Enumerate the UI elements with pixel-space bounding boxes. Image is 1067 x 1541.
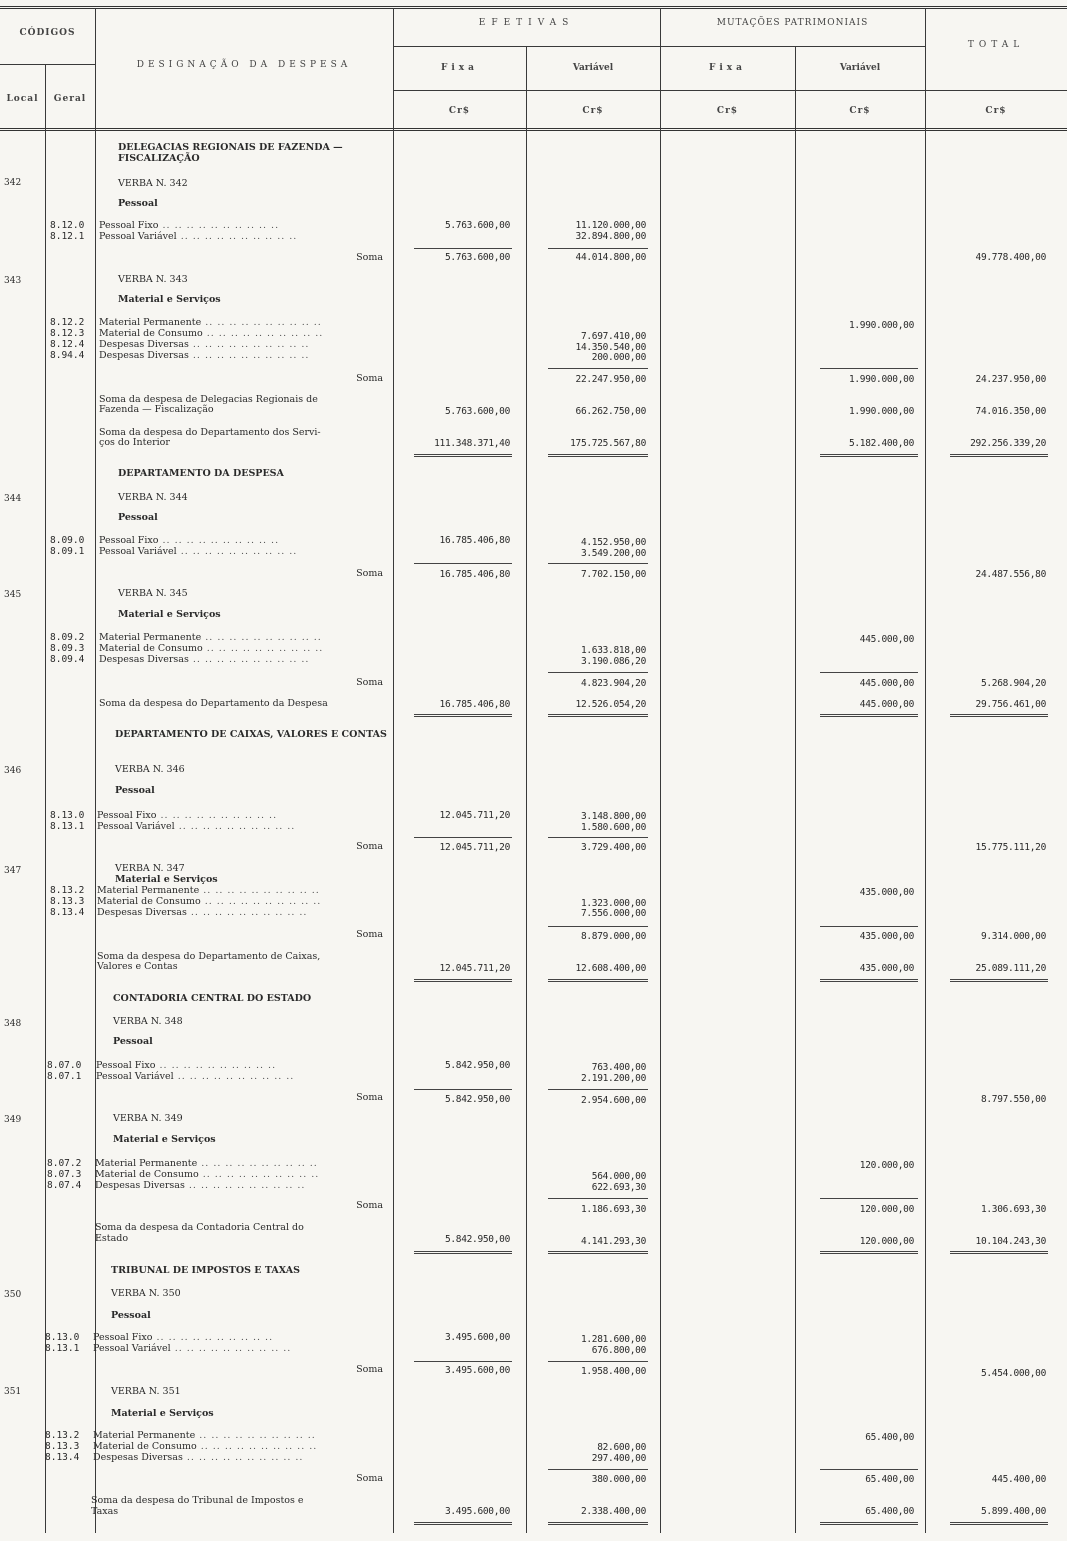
item-code: 8.13.4 (50, 907, 85, 918)
item-name: Material Permanente .. .. .. .. .. .. .. .. .. .. (99, 632, 322, 643)
item-code: 8.09.3 (50, 643, 85, 654)
group-label: Pessoal (113, 1036, 153, 1047)
soma-total: 8.797.550,00 (980, 1094, 1046, 1105)
header-efetivas: EFETIVAS (478, 18, 575, 28)
group-label: Material e Serviços (118, 609, 221, 620)
soma-label: Soma (356, 373, 383, 384)
value-fixa: 16.785.406,80 (439, 535, 510, 546)
soma-mut-variavel: 65.400,00 (865, 1474, 914, 1485)
item-name: Pessoal Fixo .. .. .. .. .. .. .. .. .. .. (93, 1332, 274, 1343)
dot-leader: .. .. .. .. .. .. .. .. .. .. (201, 632, 322, 643)
total-rule (548, 979, 648, 982)
soma-label: Soma (356, 1473, 383, 1484)
sum-rule (548, 368, 648, 369)
item-code: 8.07.3 (47, 1169, 82, 1180)
dot-leader: .. .. .. .. .. .. .. .. .. .. (174, 821, 296, 832)
item-code: 8.13.4 (45, 1452, 80, 1463)
item-name: Pessoal Fixo .. .. .. .. .. .. .. .. .. .. (99, 220, 280, 231)
soma-total: 445.400,00 (991, 1474, 1046, 1485)
item-name: Pessoal Variável .. .. .. .. .. .. .. .. .. .. (97, 821, 296, 832)
header-local: Local (6, 94, 39, 104)
subtotal-fixa: 12.045.711,20 (439, 963, 510, 974)
total-rule (820, 714, 918, 717)
dot-leader: .. .. .. .. .. .. .. .. .. .. (170, 1343, 292, 1354)
header-mutacoes: MUTAÇÕES PATRIMONIAIS (716, 18, 869, 28)
subtotal-mut-variavel: 445.000,00 (859, 699, 914, 710)
subtotal-fixa: 3.495.600,00 (444, 1506, 510, 1517)
sum-rule (548, 1469, 648, 1470)
subtotal-label: Soma da despesa de Delegacias Regionais de (99, 394, 318, 405)
item-name: Pessoal Fixo .. .. .. .. .. .. .. .. .. .. (99, 535, 280, 546)
dot-leader: .. .. .. .. .. .. .. .. .. .. (158, 220, 280, 231)
sum-rule (414, 1361, 512, 1362)
col-divider-geral (95, 8, 96, 1533)
local-code: 342 (4, 178, 22, 188)
verba-label: VERBA N. 345 (118, 588, 188, 599)
item-name: Despesas Diversas .. .. .. .. .. .. .. .. .. .. (93, 1452, 304, 1463)
soma-label: Soma (356, 1364, 383, 1375)
item-name: Material de Consumo .. .. .. .. .. .. .. .. .. .. (99, 643, 324, 654)
value-mut-variavel: 435.000,00 (859, 887, 914, 898)
verba-label: VERBA N. 347 (115, 863, 185, 874)
col-divider-mvar (925, 8, 926, 1533)
section-title: CONTADORIA CENTRAL DO ESTADO (113, 993, 312, 1004)
item-code: 8.13.3 (50, 896, 85, 907)
soma-variavel: 4.823.904,20 (580, 678, 646, 689)
subtotal-fixa: 5.842.950,00 (444, 1234, 510, 1245)
total-rule (820, 1522, 918, 1525)
total-rule (548, 714, 648, 717)
subtotal-variavel: 12.526.054,20 (575, 699, 646, 710)
header-currency: Cr$ (985, 106, 1007, 116)
subtotal-total: 10.104.243,30 (975, 1236, 1046, 1247)
soma-label: Soma (356, 1200, 383, 1211)
soma-label: Soma (356, 677, 383, 688)
value-variavel: 1.633.818,00 (580, 645, 646, 656)
currency-rule (393, 90, 1067, 91)
value-fixa: 3.495.600,00 (444, 1332, 510, 1343)
col-divider-fixa (526, 46, 527, 1533)
subtotal-mut-variavel: 65.400,00 (865, 1506, 914, 1517)
subtotal-label: Soma da despesa do Departamento da Despesa (99, 698, 328, 709)
item-name: Pessoal Fixo .. .. .. .. .. .. .. .. .. .. (97, 810, 278, 821)
value-variavel: 676.800,00 (591, 1345, 646, 1356)
item-name: Pessoal Variável .. .. .. .. .. .. .. .. .. .. (93, 1343, 292, 1354)
subtotal-label: ços do Interior (99, 437, 170, 448)
value-mut-variavel: 120.000,00 (859, 1160, 914, 1171)
sum-rule (548, 248, 648, 249)
sum-rule (548, 926, 648, 927)
item-code: 8.12.0 (50, 220, 85, 231)
sum-rule (548, 1089, 648, 1090)
soma-total: 24.487.556,80 (975, 569, 1046, 580)
sum-rule (820, 672, 918, 673)
item-code: 8.09.1 (50, 546, 85, 557)
soma-variavel: 380.000,00 (591, 1474, 646, 1485)
soma-fixa: 16.785.406,80 (439, 569, 510, 580)
value-fixa: 5.842.950,00 (444, 1060, 510, 1071)
dot-leader: .. .. .. .. .. .. .. .. .. .. (202, 328, 324, 339)
item-code: 8.12.2 (50, 317, 85, 328)
value-variavel: 7.556.000,00 (580, 908, 646, 919)
value-variavel: 622.693,30 (591, 1182, 646, 1193)
item-code: 8.13.3 (45, 1441, 80, 1452)
item-code: 8.13.2 (50, 885, 85, 896)
local-code: 351 (4, 1387, 22, 1397)
item-name: Material de Consumo .. .. .. .. .. .. .. .. .. .. (99, 328, 324, 339)
subtotal-label: Soma da despesa da Contadoria Central do (95, 1222, 304, 1233)
group-label: Material e Serviços (111, 1408, 214, 1419)
section-title: DELEGACIAS REGIONAIS DE FAZENDA — FISCALIZAÇÃO (118, 142, 343, 164)
value-variavel: 11.120.000,00 (575, 220, 646, 231)
item-name: Pessoal Fixo .. .. .. .. .. .. .. .. .. .. (96, 1060, 277, 1071)
item-code: 8.13.0 (50, 810, 85, 821)
dot-leader: .. .. .. .. .. .. .. .. .. .. (188, 350, 310, 361)
item-name: Despesas Diversas .. .. .. .. .. .. .. .. .. .. (95, 1180, 306, 1191)
soma-label: Soma (356, 568, 383, 579)
soma-variavel: 44.014.800,00 (575, 252, 646, 263)
group-label: Material e Serviços (113, 1134, 216, 1145)
soma-total: 9.314.000,00 (980, 931, 1046, 942)
local-code: 347 (4, 866, 22, 876)
group-label: Pessoal (118, 512, 158, 523)
total-rule (548, 1522, 648, 1525)
verba-label: VERBA N. 350 (111, 1288, 181, 1299)
total-rule (548, 1251, 648, 1254)
item-code: 8.12.4 (50, 339, 85, 350)
local-code: 344 (4, 494, 22, 504)
header-currency: Cr$ (849, 106, 871, 116)
value-mut-variavel: 1.990.000,00 (848, 320, 914, 331)
subtotal-label: Valores e Contas (97, 961, 178, 972)
dot-leader: .. .. .. .. .. .. .. .. .. .. (176, 546, 298, 557)
subtotal-variavel: 175.725.567,80 (570, 438, 646, 449)
total-rule (548, 454, 648, 457)
soma-fixa: 5.763.600,00 (444, 252, 510, 263)
item-name: Despesas Diversas .. .. .. .. .. .. .. .. .. .. (97, 907, 308, 918)
subtotal-total: 74.016.350,00 (975, 406, 1046, 417)
group-label: Pessoal (111, 1310, 151, 1321)
local-code: 343 (4, 276, 22, 286)
header-fixa: Fixa (440, 63, 478, 73)
dot-leader: .. .. .. .. .. .. .. .. .. .. (198, 1169, 320, 1180)
item-name: Material de Consumo .. .. .. .. .. .. .. .. .. .. (97, 896, 322, 907)
subtotal-variavel: 2.338.400,00 (580, 1506, 646, 1517)
section-title: TRIBUNAL DE IMPOSTOS E TAXAS (111, 1265, 301, 1276)
subtotal-mut-variavel: 1.990.000,00 (848, 406, 914, 417)
soma-fixa: 12.045.711,20 (439, 842, 510, 853)
col-divider-mfixa (795, 46, 796, 1533)
item-code: 8.12.1 (50, 231, 85, 242)
total-rule (950, 714, 1048, 717)
header-geral: Geral (53, 94, 87, 104)
dot-leader: .. .. .. .. .. .. .. .. .. .. (197, 1158, 318, 1169)
soma-label: Soma (356, 929, 383, 940)
verba-label: VERBA N. 346 (115, 764, 185, 775)
header-mut-variavel: Variável (839, 63, 881, 73)
item-name: Despesas Diversas .. .. .. .. .. .. .. .. .. .. (99, 350, 310, 361)
item-code: 8.07.1 (47, 1071, 82, 1082)
value-variavel: 3.190.086,20 (580, 656, 646, 667)
item-code: 8.94.4 (50, 350, 85, 361)
sum-rule (548, 837, 648, 838)
dot-leader: .. .. .. .. .. .. .. .. .. .. (199, 885, 320, 896)
value-variavel: 1.281.600,00 (580, 1334, 646, 1345)
soma-variavel: 22.247.950,00 (575, 374, 646, 385)
dot-leader: .. .. .. .. .. .. .. .. .. .. (176, 231, 298, 242)
item-name: Pessoal Variável .. .. .. .. .. .. .. .. .. .. (99, 231, 298, 242)
sum-rule (414, 837, 512, 838)
subtotal-mut-variavel: 435.000,00 (859, 963, 914, 974)
soma-total: 49.778.400,00 (975, 252, 1046, 263)
sum-rule (414, 248, 512, 249)
soma-variavel: 3.729.400,00 (580, 842, 646, 853)
header-total: TOTAL (967, 40, 1025, 50)
soma-mut-variavel: 1.990.000,00 (848, 374, 914, 385)
dot-leader: .. .. .. .. .. .. .. .. .. .. (152, 1332, 274, 1343)
soma-total: 24.237.950,00 (975, 374, 1046, 385)
value-variavel: 2.191.200,00 (580, 1073, 646, 1084)
header-codigos: CÓDIGOS (19, 28, 76, 38)
value-variavel: 82.600,00 (597, 1442, 646, 1453)
value-mut-variavel: 445.000,00 (859, 634, 914, 645)
sum-rule (820, 926, 918, 927)
verba-label: VERBA N. 349 (113, 1113, 183, 1124)
value-variavel: 32.894.800,00 (575, 231, 646, 242)
value-variavel: 763.400,00 (591, 1062, 646, 1073)
subtotal-label: Soma da despesa do Departamento dos Servi- (99, 427, 321, 438)
total-rule (414, 454, 512, 457)
soma-mut-variavel: 120.000,00 (859, 1204, 914, 1215)
local-code: 349 (4, 1115, 22, 1125)
dot-leader: .. .. .. .. .. .. .. .. .. .. (195, 1430, 316, 1441)
sum-rule (414, 563, 512, 564)
group-label: Pessoal (115, 785, 155, 796)
soma-label: Soma (356, 252, 383, 263)
soma-variavel: 7.702.150,00 (580, 569, 646, 580)
value-variavel: 3.148.800,00 (580, 811, 646, 822)
section-title: DEPARTAMENTO DE CAIXAS, VALORES E CONTAS (115, 729, 387, 740)
item-name: Material Permanente .. .. .. .. .. .. .. .. .. .. (99, 317, 322, 328)
value-variavel: 200.000,00 (591, 352, 646, 363)
verba-label: VERBA N. 343 (118, 274, 188, 285)
total-rule (950, 1251, 1048, 1254)
codes-rule (0, 64, 95, 65)
soma-label: Soma (356, 1092, 383, 1103)
top-rule (0, 6, 1067, 9)
item-name: Despesas Diversas .. .. .. .. .. .. .. .. .. .. (99, 339, 310, 350)
value-variavel: 1.323.000,00 (580, 898, 646, 909)
verba-label: VERBA N. 342 (118, 178, 188, 189)
soma-variavel: 8.879.000,00 (580, 931, 646, 942)
soma-label: Soma (356, 841, 383, 852)
soma-variavel: 1.186.693,30 (580, 1204, 646, 1215)
dot-leader: .. .. .. .. .. .. .. .. .. .. (156, 810, 278, 821)
subtotal-label: Soma da despesa do Departamento de Caixas, (97, 951, 321, 962)
soma-total: 5.454.000,00 (980, 1368, 1046, 1379)
value-variavel: 14.350.540,00 (575, 342, 646, 353)
item-name: Material Permanente .. .. .. .. .. .. .. .. .. .. (95, 1158, 318, 1169)
total-rule (950, 454, 1048, 457)
total-rule (820, 979, 918, 982)
subtotal-fixa: 5.763.600,00 (444, 406, 510, 417)
subtotal-mut-variavel: 120.000,00 (859, 1236, 914, 1247)
value-variavel: 3.549.200,00 (580, 548, 646, 559)
item-name: Despesas Diversas .. .. .. .. .. .. .. .. .. .. (99, 654, 310, 665)
sum-rule (820, 368, 918, 369)
item-code: 8.13.0 (45, 1332, 80, 1343)
group-label: Material e Serviços (115, 874, 218, 885)
item-name: Material de Consumo .. .. .. .. .. .. .. .. .. .. (95, 1169, 320, 1180)
verba-label: VERBA N. 348 (113, 1016, 183, 1027)
group-label: Material e Serviços (118, 294, 221, 305)
col-divider-variavel (660, 8, 661, 1533)
total-rule (950, 979, 1048, 982)
dot-leader: .. .. .. .. .. .. .. .. .. .. (200, 896, 322, 907)
local-code: 346 (4, 766, 22, 776)
header-designacao: DESIGNAÇÃO DA DESPESA (136, 60, 352, 70)
subtotal-variavel: 66.262.750,00 (575, 406, 646, 417)
verba-label: VERBA N. 351 (111, 1386, 181, 1397)
value-variavel: 1.580.600,00 (580, 822, 646, 833)
dot-leader: .. .. .. .. .. .. .. .. .. .. (173, 1071, 295, 1082)
subtotal-total: 5.899.400,00 (980, 1506, 1046, 1517)
verba-label: VERBA N. 344 (118, 492, 188, 503)
item-code: 8.07.2 (47, 1158, 82, 1169)
dot-leader: .. .. .. .. .. .. .. .. .. .. (182, 1452, 304, 1463)
subheader-rule (393, 46, 925, 47)
value-variavel: 7.697.410,00 (580, 331, 646, 342)
item-code: 8.09.0 (50, 535, 85, 546)
soma-fixa: 3.495.600,00 (444, 1365, 510, 1376)
header-currency: Cr$ (716, 106, 739, 116)
soma-total: 5.268.904,20 (980, 678, 1046, 689)
sum-rule (414, 1089, 512, 1090)
subtotal-total: 292.256.339,20 (970, 438, 1046, 449)
header-mut-fixa: Fixa (708, 63, 746, 73)
dot-leader: .. .. .. .. .. .. .. .. .. .. (202, 643, 324, 654)
dot-leader: .. .. .. .. .. .. .. .. .. .. (201, 317, 322, 328)
soma-total: 15.775.111,20 (975, 842, 1046, 853)
subtotal-label: Taxas (91, 1506, 119, 1517)
item-name: Material Permanente .. .. .. .. .. .. .. .. .. .. (97, 885, 320, 896)
subtotal-label: Estado (95, 1233, 129, 1244)
dot-leader: .. .. .. .. .. .. .. .. .. .. (188, 339, 310, 350)
subtotal-fixa: 111.348.371,40 (434, 438, 510, 449)
item-code: 8.12.3 (50, 328, 85, 339)
item-code: 8.13.1 (50, 821, 85, 832)
value-fixa: 5.763.600,00 (444, 220, 510, 231)
col-divider-desig (393, 8, 394, 1533)
total-rule (950, 1522, 1048, 1525)
sum-rule (820, 1198, 918, 1199)
soma-mut-variavel: 435.000,00 (859, 931, 914, 942)
value-fixa: 12.045.711,20 (439, 810, 510, 821)
total-rule (414, 979, 512, 982)
sum-rule (548, 1198, 648, 1199)
soma-fixa: 5.842.950,00 (444, 1094, 510, 1105)
item-code: 8.07.0 (47, 1060, 82, 1071)
dot-leader: .. .. .. .. .. .. .. .. .. .. (184, 1180, 306, 1191)
value-variavel: 564.000,00 (591, 1171, 646, 1182)
item-code: 8.13.1 (45, 1343, 80, 1354)
header-currency: Cr$ (448, 106, 471, 116)
item-name: Pessoal Variável .. .. .. .. .. .. .. .. .. .. (96, 1071, 295, 1082)
dot-leader: .. .. .. .. .. .. .. .. .. .. (188, 654, 310, 665)
subtotal-total: 29.756.461,00 (975, 699, 1046, 710)
header-bottom-rule (0, 128, 1067, 131)
subtotal-variavel: 4.141.293,30 (580, 1236, 646, 1247)
group-label: Pessoal (118, 198, 158, 209)
header-currency: Cr$ (582, 106, 604, 116)
subtotal-variavel: 12.608.400,00 (575, 963, 646, 974)
total-rule (820, 1251, 918, 1254)
dot-leader: .. .. .. .. .. .. .. .. .. .. (196, 1441, 318, 1452)
soma-total: 1.306.693,30 (980, 1204, 1046, 1215)
total-rule (414, 1522, 512, 1525)
section-title: DEPARTAMENTO DA DESPESA (118, 468, 284, 479)
soma-variavel: 1.958.400,00 (580, 1366, 646, 1377)
value-mut-variavel: 65.400,00 (865, 1432, 914, 1443)
item-name: Pessoal Variável .. .. .. .. .. .. .. .. .. .. (99, 546, 298, 557)
item-code: 8.13.2 (45, 1430, 80, 1441)
subtotal-label: Soma da despesa do Tribunal de Impostos e (91, 1495, 304, 1506)
sum-rule (548, 1361, 648, 1362)
subtotal-mut-variavel: 5.182.400,00 (848, 438, 914, 449)
dot-leader: .. .. .. .. .. .. .. .. .. .. (155, 1060, 277, 1071)
subtotal-label: Fazenda — Fiscalização (99, 404, 214, 415)
total-rule (820, 454, 918, 457)
dot-leader: .. .. .. .. .. .. .. .. .. .. (186, 907, 308, 918)
soma-variavel: 2.954.600,00 (580, 1095, 646, 1106)
sum-rule (548, 563, 648, 564)
item-code: 8.07.4 (47, 1180, 82, 1191)
dot-leader: .. .. .. .. .. .. .. .. .. .. (158, 535, 280, 546)
header-variavel: Variável (572, 63, 614, 73)
value-variavel: 4.152.950,00 (580, 537, 646, 548)
subtotal-total: 25.089.111,20 (975, 963, 1046, 974)
total-rule (414, 1251, 512, 1254)
item-name: Material Permanente .. .. .. .. .. .. .. .. .. .. (93, 1430, 316, 1441)
soma-mut-variavel: 445.000,00 (859, 678, 914, 689)
item-code: 8.09.2 (50, 632, 85, 643)
total-rule (414, 714, 512, 717)
item-code: 8.09.4 (50, 654, 85, 665)
local-code: 350 (4, 1290, 22, 1300)
item-name: Material de Consumo .. .. .. .. .. .. .. .. .. .. (93, 1441, 318, 1452)
subtotal-fixa: 16.785.406,80 (439, 699, 510, 710)
local-code: 348 (4, 1019, 22, 1029)
sum-rule (820, 1469, 918, 1470)
local-code: 345 (4, 590, 22, 600)
col-divider-local (45, 64, 46, 1533)
sum-rule (548, 672, 648, 673)
value-variavel: 297.400,00 (591, 1453, 646, 1464)
